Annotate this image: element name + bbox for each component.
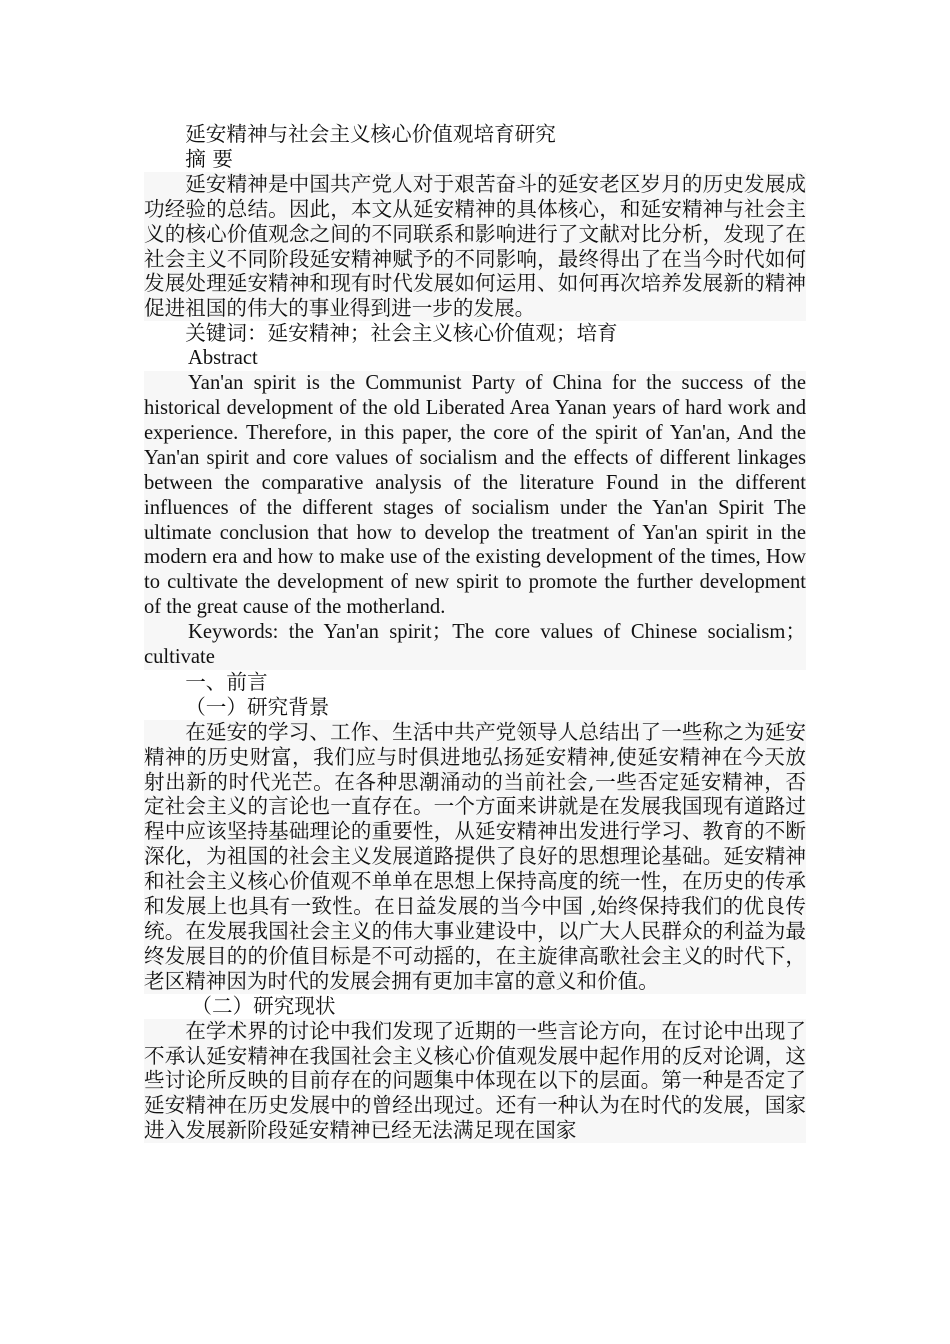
abstract-cn-paragraph: 延安精神是中国共产党人对于艰苦奋斗的延安老区岁月的历史发展成功经验的总结。因此，本文从延安精神的具体核心，和延安精神与社会主义的核心价值观念之间的不同联系和影响进行了文献对比分析，发现了在社会主义不同阶段延安精神赋予的不同影响，最终得出了在当今时代如何发展处理延安精神和现有时代发展如何运用、如何再次培养发展新的精神促进祖国的伟大的事业得到进一步的发展。 — [144, 171, 806, 321]
document-title: 延安精神与社会主义核心价值观培育研究 — [185, 122, 556, 146]
keywords-en: Keywords: the Yan'an spirit；The core values of Chinese socialism；cultivate — [144, 621, 806, 669]
document-page — [144, 122, 806, 1143]
section1-heading: 一、前言 — [185, 669, 268, 694]
background-paragraph: 在延安的学习、工作、生活中共产党领导人总结出了一些称之为延安精神的历史财富，我们应与时俱进地弘扬延安精神,使延安精神在今天放射出新的时代光芒。在各种思潮涌动的当前社会,一些否定延安精神，否定社会主义的言论也一直存在。一个方面来讲就是在发展我国现有道路过程中应该坚持基础理论的重要性，从延安精神出发进行学习、教育的不断深化，为祖国的社会主义发展道路提供了良好的思想理论基础。延安精神和社会主义核心价值观不单单在思想上保持高度的统一性，在历史的传承和发展上也具有一致性。在日益发展的当今中国 ,始终保持我们的优良传统。在发展我国社会主义的伟大事业建设中，以广大人民群众的利益为最终发展目的的价值目标是不可动摇的，在主旋律高歌社会主义的时代下，老区精神因为时代的发展会拥有更加丰富的意义和价值。 — [144, 719, 806, 993]
abstract-en-heading: Abstract — [188, 347, 258, 370]
subsection2-heading: （二）研究现状 — [191, 993, 336, 1018]
abstract-en-paragraph: Yan'an spirit is the Communist Party of China for the success of the historical development of the old Liberated Area Yanan years of hard work and experience. Therefore, in this paper, the core of the spirit of Yan'an, And the Yan'an spirit and core values of socialism and the effects of different linkages between the comparative analysis of the literature Found in the different influences of the different stages of socialism under the Yan'an Spirit The ultimate conclusion that how to develop the treatment of Yan'an spirit in the modern era and how to make use of the existing development of the times, How to cultivate the development of new spirit to promote the further development of the great cause of the motherland. — [144, 372, 806, 619]
keywords-cn: 关键词：延安精神；社会主义核心价值观；培育 — [185, 321, 618, 346]
status-paragraph: 在学术界的讨论中我们发现了近期的一些言论方向，在讨论中出现了不承认延安精神在我国社会主义核心价值观发展中起作用的反对论调，这些讨论所反映的目前存在的问题集中体现在以下的层面。第一种是否定了延安精神在历史发展中的曾经出现过。还有一种认为在时代的发展，国家进入发展新阶段延安精神已经无法满足现在国家 — [144, 1018, 806, 1143]
subsection1-heading: （一）研究背景 — [185, 694, 330, 719]
abstract-heading: 摘 要 — [185, 146, 233, 171]
